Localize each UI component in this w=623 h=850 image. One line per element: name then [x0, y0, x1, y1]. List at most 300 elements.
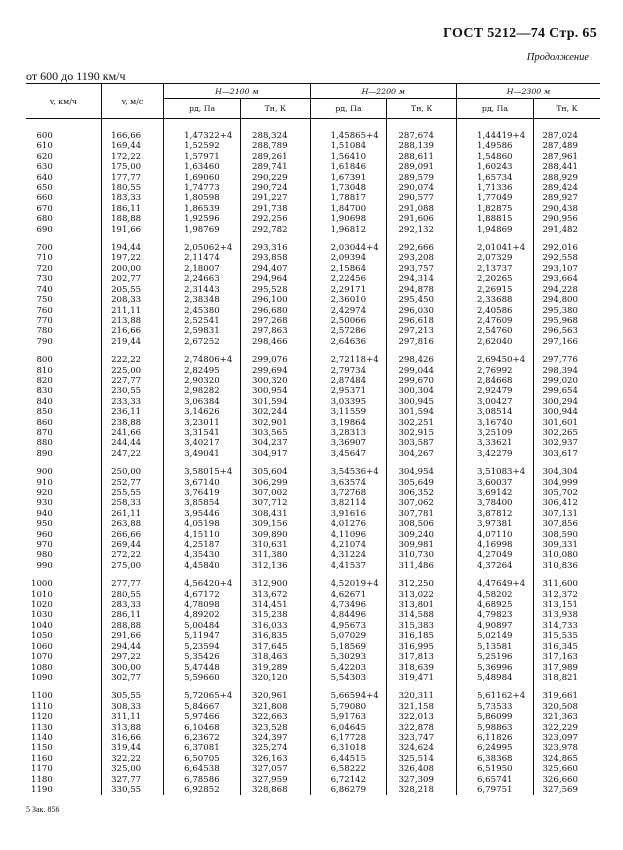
- table-row: [26, 561, 600, 571]
- cell-v-ms: 225,00: [101, 366, 163, 376]
- cell-v-ms: 177,77: [101, 173, 163, 183]
- cell-v-ms: 269,44: [101, 540, 163, 550]
- cell-p-2300: 3,51083+4: [456, 467, 533, 477]
- cell-t-2200: 294,314: [387, 274, 457, 284]
- cell-t-2100: 318,463: [241, 652, 311, 662]
- cell-t-2300: 323,978: [533, 743, 600, 753]
- cell-p-2300: 1,60243: [456, 162, 533, 172]
- cell-v-ms: 208,33: [101, 295, 163, 305]
- cell-p-2100: 2,38348: [164, 295, 241, 305]
- cell-v-ms: 180,55: [101, 183, 163, 193]
- cell-v-kmh: 820: [36, 375, 53, 386]
- cell-v-ms: 169,44: [101, 141, 163, 151]
- cell-t-2200: 309,240: [387, 530, 457, 540]
- cell-p-2100: 1,92596: [164, 214, 241, 224]
- cell-t-2300: 297,166: [533, 337, 600, 347]
- table-row: [26, 376, 600, 386]
- cell-p-2100: 4,89202: [164, 610, 241, 620]
- table-row: [26, 764, 600, 774]
- cell-v-ms: 236,11: [101, 407, 163, 417]
- cell-t-2100: 300,954: [241, 386, 311, 396]
- cell-t-2300: 299,020: [533, 376, 600, 386]
- cell-v-kmh: 830: [36, 386, 53, 397]
- cell-t-2100: 289,741: [241, 162, 311, 172]
- cell-t-2300: 309,331: [533, 540, 600, 550]
- cell-v-kmh: 850: [36, 407, 53, 418]
- cell-v-ms: 183,33: [101, 193, 163, 203]
- cell-p-2100: 2,05062+4: [164, 243, 241, 253]
- cell-p-2300: 3,87812: [456, 509, 533, 519]
- cell-p-2100: 4,35430: [164, 550, 241, 560]
- cell-p-2200: 2,79734: [310, 366, 387, 376]
- table-row: [26, 775, 600, 785]
- cell-t-2100: 320,120: [241, 673, 311, 683]
- cell-t-2300: 322,229: [533, 723, 600, 733]
- table-row: [26, 743, 600, 753]
- cell-t-2300: 308,590: [533, 530, 600, 540]
- cell-p-2300: 2,13737: [456, 264, 533, 274]
- cell-v-kmh: 720: [36, 263, 53, 274]
- cell-p-2100: 3,49041: [164, 449, 241, 459]
- cell-t-2100: 296,100: [241, 295, 311, 305]
- speed-range-label: от 600 до 1190 км/ч: [26, 69, 126, 83]
- table-row: [26, 243, 600, 253]
- table-row: [26, 264, 600, 274]
- cell-t-2100: 291,738: [241, 204, 311, 214]
- cell-p-2100: 2,82495: [164, 366, 241, 376]
- cell-v-ms: 247,22: [101, 449, 163, 459]
- cell-p-2300: 2,07329: [456, 253, 533, 263]
- cell-t-2300: 312,372: [533, 590, 600, 600]
- cell-t-2100: 309,156: [241, 519, 311, 529]
- table-row: [26, 173, 600, 183]
- cell-p-2200: 4,84496: [310, 610, 387, 620]
- cell-t-2200: 312,250: [387, 579, 457, 589]
- cell-t-2100: 291,227: [241, 193, 311, 203]
- cell-p-2100: 3,67140: [164, 478, 241, 488]
- cell-v-ms: 294,44: [101, 642, 163, 652]
- cell-v-ms: 213,88: [101, 316, 163, 326]
- cell-t-2200: 307,781: [387, 509, 457, 519]
- table-row: [26, 642, 600, 652]
- cell-v-kmh: 890: [36, 448, 53, 459]
- cell-p-2200: 1,96812: [310, 225, 387, 235]
- cell-p-2300: 2,54760: [456, 326, 533, 336]
- cell-t-2200: 325,514: [387, 754, 457, 764]
- cell-p-2300: 4,16998: [456, 540, 533, 550]
- cell-p-2300: 2,33688: [456, 295, 533, 305]
- cell-v-kmh: 1050: [31, 631, 53, 642]
- cell-p-2200: 3,72768: [310, 488, 387, 498]
- table-row: [26, 355, 600, 365]
- cell-v-kmh: 770: [36, 315, 53, 326]
- cell-v-kmh: 1030: [31, 610, 53, 621]
- cell-t-2200: 328,218: [387, 785, 457, 795]
- cell-t-2300: 307,856: [533, 519, 600, 529]
- cell-t-2100: 327,959: [241, 775, 311, 785]
- cell-p-2300: 4,79823: [456, 610, 533, 620]
- cell-v-ms: 316,66: [101, 733, 163, 743]
- cell-p-2100: 4,67172: [164, 590, 241, 600]
- cell-p-2100: 3,31541: [164, 428, 241, 438]
- cell-p-2100: 5,23594: [164, 642, 241, 652]
- table-row: [26, 141, 600, 151]
- cell-p-2100: 6,37081: [164, 743, 241, 753]
- cell-p-2100: 4,56420+4: [164, 579, 241, 589]
- table-row: [26, 407, 600, 417]
- cell-p-2200: 2,64636: [310, 337, 387, 347]
- cell-v-kmh: 790: [36, 336, 53, 347]
- cell-p-2100: 3,58015+4: [164, 467, 241, 477]
- cell-p-2200: 2,42974: [310, 306, 387, 316]
- cell-t-2200: 297,816: [387, 337, 457, 347]
- cell-t-2200: 305,649: [387, 478, 457, 488]
- cell-t-2100: 328,868: [241, 785, 311, 795]
- cell-p-2100: 3,95446: [164, 509, 241, 519]
- cell-t-2100: 311,380: [241, 550, 311, 560]
- cell-p-2200: 1,90698: [310, 214, 387, 224]
- cell-p-2200: 6,31018: [310, 743, 387, 753]
- cell-t-2300: 289,927: [533, 193, 600, 203]
- cell-t-2200: 289,579: [387, 173, 457, 183]
- cell-v-kmh: 1070: [31, 652, 53, 663]
- cell-t-2300: 287,489: [533, 141, 600, 151]
- cell-t-2300: 288,929: [533, 173, 600, 183]
- table-body: [26, 119, 600, 796]
- cell-v-ms: 308,33: [101, 702, 163, 712]
- cell-t-2300: 295,968: [533, 316, 600, 326]
- col-header-t: Tн, К: [533, 99, 600, 119]
- cell-p-2100: 5,72065+4: [164, 691, 241, 701]
- cell-t-2100: 296,680: [241, 306, 311, 316]
- cell-p-2100: 4,05198: [164, 519, 241, 529]
- cell-p-2300: 4,37264: [456, 561, 533, 571]
- cell-p-2300: 3,08514: [456, 407, 533, 417]
- cell-t-2300: 306,412: [533, 498, 600, 508]
- cell-p-2300: 2,69450+4: [456, 355, 533, 365]
- cell-v-ms: 319,44: [101, 743, 163, 753]
- cell-t-2100: 319,289: [241, 663, 311, 673]
- cell-p-2100: 3,06384: [164, 397, 241, 407]
- cell-p-2300: 1,44419+4: [456, 131, 533, 141]
- cell-p-2300: 5,36996: [456, 663, 533, 673]
- table-row: [26, 225, 600, 235]
- cell-v-kmh: 960: [36, 529, 53, 540]
- cell-p-2300: 2,26915: [456, 285, 533, 295]
- cell-p-2300: 3,60037: [456, 478, 533, 488]
- cell-p-2300: 4,58202: [456, 590, 533, 600]
- cell-p-2200: 2,50066: [310, 316, 387, 326]
- cell-t-2200: 315,383: [387, 621, 457, 631]
- cell-p-2100: 4,25187: [164, 540, 241, 550]
- cell-t-2100: 316,033: [241, 621, 311, 631]
- cell-t-2300: 310,080: [533, 550, 600, 560]
- cell-p-2100: 5,11947: [164, 631, 241, 641]
- cell-p-2300: 2,20265: [456, 274, 533, 284]
- cell-p-2100: 2,74806+4: [164, 355, 241, 365]
- continuation-label: Продолжение: [526, 52, 589, 63]
- table-row: [26, 366, 600, 376]
- cell-t-2100: 326,163: [241, 754, 311, 764]
- cell-v-kmh: 810: [36, 365, 53, 376]
- table-row: [26, 652, 600, 662]
- cell-t-2100: 321,808: [241, 702, 311, 712]
- cell-p-2300: 5,02149: [456, 631, 533, 641]
- cell-v-ms: 172,22: [101, 152, 163, 162]
- cell-v-kmh: 990: [36, 560, 53, 571]
- cell-t-2100: 327,057: [241, 764, 311, 774]
- cell-p-2100: 1,74773: [164, 183, 241, 193]
- cell-p-2100: 3,14626: [164, 407, 241, 417]
- cell-t-2200: 292,666: [387, 243, 457, 253]
- cell-t-2200: 288,139: [387, 141, 457, 151]
- cell-v-kmh: 1000: [31, 579, 53, 590]
- cell-v-ms: 197,22: [101, 253, 163, 263]
- table-row: [26, 519, 600, 529]
- cell-t-2200: 317,813: [387, 652, 457, 662]
- cell-t-2100: 315,238: [241, 610, 311, 620]
- cell-t-2200: 301,594: [387, 407, 457, 417]
- cell-p-2100: 2,24663: [164, 274, 241, 284]
- cell-t-2300: 325,660: [533, 764, 600, 774]
- cell-v-ms: 186,11: [101, 204, 163, 214]
- cell-p-2300: 4,07110: [456, 530, 533, 540]
- cell-v-kmh: 870: [36, 427, 53, 438]
- cell-t-2200: 307,062: [387, 498, 457, 508]
- cell-p-2300: 1,77049: [456, 193, 533, 203]
- cell-v-kmh: 710: [36, 253, 53, 264]
- table-row: [26, 285, 600, 295]
- cell-p-2300: 6,79751: [456, 785, 533, 795]
- cell-t-2300: 288,441: [533, 162, 600, 172]
- cell-p-2100: 2,59831: [164, 326, 241, 336]
- cell-t-2200: 291,088: [387, 204, 457, 214]
- cell-p-2100: 5,35426: [164, 652, 241, 662]
- cell-v-ms: 244,44: [101, 438, 163, 448]
- cell-t-2200: 288,611: [387, 152, 457, 162]
- cell-t-2300: 313,151: [533, 600, 600, 610]
- cell-t-2200: 304,954: [387, 467, 457, 477]
- cell-p-2300: 1,94869: [456, 225, 533, 235]
- cell-t-2200: 302,251: [387, 418, 457, 428]
- cell-t-2100: 316,835: [241, 631, 311, 641]
- cell-p-2200: 4,01276: [310, 519, 387, 529]
- cell-p-2100: 1,86539: [164, 204, 241, 214]
- cell-t-2200: 309,981: [387, 540, 457, 550]
- cell-v-ms: 238,88: [101, 418, 163, 428]
- cell-t-2200: 296,618: [387, 316, 457, 326]
- table-row: [26, 600, 600, 610]
- cell-p-2200: 6,44515: [310, 754, 387, 764]
- cell-t-2300: 320,508: [533, 702, 600, 712]
- table-row: [26, 386, 600, 396]
- cell-p-2200: 2,95371: [310, 386, 387, 396]
- cell-t-2200: 306,352: [387, 488, 457, 498]
- cell-v-ms: 330,55: [101, 785, 163, 795]
- cell-p-2100: 2,98282: [164, 386, 241, 396]
- cell-t-2300: 318,821: [533, 673, 600, 683]
- cell-p-2100: 3,23011: [164, 418, 241, 428]
- cell-t-2300: 315,535: [533, 631, 600, 641]
- table-row: [26, 204, 600, 214]
- cell-t-2200: 318,639: [387, 663, 457, 673]
- cell-t-2300: 323,097: [533, 733, 600, 743]
- cell-t-2200: 295,450: [387, 295, 457, 305]
- cell-t-2300: 290,438: [533, 204, 600, 214]
- cell-p-2300: 3,78400: [456, 498, 533, 508]
- cell-t-2300: 324,865: [533, 754, 600, 764]
- cell-t-2300: 291,482: [533, 225, 600, 235]
- cell-v-kmh: 840: [36, 396, 53, 407]
- cell-p-2300: 6,11826: [456, 733, 533, 743]
- cell-t-2200: 327,309: [387, 775, 457, 785]
- cell-v-kmh: 740: [36, 284, 53, 295]
- cell-p-2100: 1,47322+4: [164, 131, 241, 141]
- cell-p-2300: 6,38368: [456, 754, 533, 764]
- cell-p-2200: 1,78817: [310, 193, 387, 203]
- cell-t-2200: 298,426: [387, 355, 457, 365]
- col-header-p: pд, Па: [164, 99, 241, 119]
- cell-t-2100: 301,594: [241, 397, 311, 407]
- cell-t-2100: 293,858: [241, 253, 311, 263]
- cell-t-2100: 303,565: [241, 428, 311, 438]
- cell-p-2200: 4,31224: [310, 550, 387, 560]
- cell-t-2100: 300,320: [241, 376, 311, 386]
- cell-t-2200: 290,074: [387, 183, 457, 193]
- cell-p-2100: 5,97466: [164, 712, 241, 722]
- cell-p-2100: 2,52541: [164, 316, 241, 326]
- cell-t-2200: 316,185: [387, 631, 457, 641]
- cell-v-ms: 233,33: [101, 397, 163, 407]
- cell-p-2300: 4,47649+4: [456, 579, 533, 589]
- cell-p-2200: 5,66594+4: [310, 691, 387, 701]
- cell-t-2200: 297,213: [387, 326, 457, 336]
- cell-t-2100: 308,431: [241, 509, 311, 519]
- cell-p-2200: 5,54303: [310, 673, 387, 683]
- cell-v-ms: 188,88: [101, 214, 163, 224]
- cell-p-2200: 3,19864: [310, 418, 387, 428]
- table-row: [26, 733, 600, 743]
- cell-p-2200: 3,82114: [310, 498, 387, 508]
- cell-p-2300: 2,47609: [456, 316, 533, 326]
- cell-p-2100: 1,52592: [164, 141, 241, 151]
- cell-t-2300: 319,661: [533, 691, 600, 701]
- cell-p-2300: 3,42279: [456, 449, 533, 459]
- cell-t-2300: 302,937: [533, 438, 600, 448]
- cell-t-2200: 321,158: [387, 702, 457, 712]
- cell-p-2100: 2,90320: [164, 376, 241, 386]
- group-header-2200: H—2200 м: [310, 84, 456, 99]
- cell-t-2300: 295,380: [533, 306, 600, 316]
- table-row: [26, 754, 600, 764]
- cell-t-2100: 297,863: [241, 326, 311, 336]
- table-row: [26, 326, 600, 336]
- cell-p-2300: 1,49586: [456, 141, 533, 151]
- cell-p-2200: 2,15864: [310, 264, 387, 274]
- cell-p-2100: 2,11474: [164, 253, 241, 263]
- cell-p-2100: 6,10468: [164, 723, 241, 733]
- cell-v-kmh: 780: [36, 326, 53, 337]
- cell-v-kmh: 680: [36, 214, 53, 225]
- cell-v-ms: 263,88: [101, 519, 163, 529]
- table-row: [26, 702, 600, 712]
- cell-t-2300: 294,800: [533, 295, 600, 305]
- cell-p-2100: 5,00484: [164, 621, 241, 631]
- cell-t-2300: 310,836: [533, 561, 600, 571]
- cell-t-2300: 293,107: [533, 264, 600, 274]
- cell-v-ms: 313,88: [101, 723, 163, 733]
- cell-t-2300: 302,265: [533, 428, 600, 438]
- cell-p-2300: 5,73533: [456, 702, 533, 712]
- cell-v-ms: 216,66: [101, 326, 163, 336]
- cell-t-2300: 292,558: [533, 253, 600, 263]
- cell-v-kmh: 620: [36, 151, 53, 162]
- cell-v-ms: 211,11: [101, 306, 163, 316]
- table-row: [26, 214, 600, 224]
- cell-v-kmh: 1040: [31, 620, 53, 631]
- cell-t-2200: 287,674: [387, 131, 457, 141]
- cell-v-kmh: 640: [36, 172, 53, 183]
- cell-t-2300: 317,163: [533, 652, 600, 662]
- cell-v-ms: 230,55: [101, 386, 163, 396]
- table-row: [26, 183, 600, 193]
- table-row: [26, 723, 600, 733]
- cell-p-2200: 3,28313: [310, 428, 387, 438]
- cell-p-2300: 5,25196: [456, 652, 533, 662]
- cell-p-2300: 2,40586: [456, 306, 533, 316]
- cell-t-2200: 296,030: [387, 306, 457, 316]
- cell-v-ms: 325,00: [101, 764, 163, 774]
- cell-v-kmh: 1090: [31, 672, 53, 683]
- cell-p-2200: 4,62671: [310, 590, 387, 600]
- cell-p-2100: 5,59660: [164, 673, 241, 683]
- cell-t-2100: 313,672: [241, 590, 311, 600]
- cell-p-2300: 1,65734: [456, 173, 533, 183]
- cell-p-2100: 5,84667: [164, 702, 241, 712]
- cell-t-2200: 294,878: [387, 285, 457, 295]
- cell-t-2200: 289,091: [387, 162, 457, 172]
- cell-t-2300: 300,294: [533, 397, 600, 407]
- cell-t-2100: 292,256: [241, 214, 311, 224]
- table-row: [26, 673, 600, 683]
- cell-v-ms: 175,00: [101, 162, 163, 172]
- cell-p-2200: 6,86279: [310, 785, 387, 795]
- cell-p-2200: 3,03395: [310, 397, 387, 407]
- cell-t-2100: 307,712: [241, 498, 311, 508]
- cell-v-kmh: 600: [36, 131, 53, 141]
- cell-p-2100: 1,98769: [164, 225, 241, 235]
- cell-t-2300: 287,961: [533, 152, 600, 162]
- col-header-v-kmh: v, км/ч: [26, 84, 101, 119]
- cell-t-2200: 313,801: [387, 600, 457, 610]
- table-row: [26, 610, 600, 620]
- table-row: [26, 498, 600, 508]
- cell-p-2300: 3,25109: [456, 428, 533, 438]
- cell-p-2200: 5,18569: [310, 642, 387, 652]
- cell-t-2300: 293,664: [533, 274, 600, 284]
- cell-v-ms: 272,22: [101, 550, 163, 560]
- cell-v-kmh: 1130: [31, 722, 53, 733]
- cell-p-2300: 5,86099: [456, 712, 533, 722]
- cell-v-kmh: 800: [36, 355, 53, 366]
- cell-t-2100: 289,261: [241, 152, 311, 162]
- cell-t-2300: 289,424: [533, 183, 600, 193]
- cell-v-kmh: 1010: [31, 589, 53, 600]
- cell-v-kmh: 920: [36, 488, 53, 498]
- table-row: [26, 478, 600, 488]
- cell-t-2200: 293,208: [387, 253, 457, 263]
- cell-t-2100: 306,299: [241, 478, 311, 488]
